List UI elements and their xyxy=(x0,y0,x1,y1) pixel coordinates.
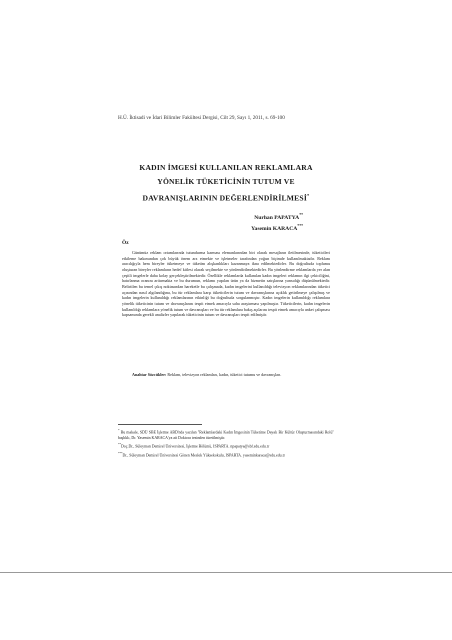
author-1 xyxy=(160,211,303,222)
author-2-mark: *** xyxy=(297,223,303,228)
title-footnote-mark: * xyxy=(307,193,310,198)
abstract-text: Günümüz reklam ortamlarında tutundurma karması elemanlarından biri olarak mesajların iletilmesinde, tüketicileri etkileme bakımından çok büyük önem arz etmekte ve işletmeler tarafından yoğun biçimde kullanılmaktadır. Reklam aracılığıyla hem bireyler tüketmeye ve tüketim alışkanlıkları kazanmaya ikna edilmektedirler. Bu doğrultuda toplumu oluşturan bireyler reklamların hedef kitlesi olarak seçilmekte ve yönlendirilmektedirler. Bu yönlendirme reklamlarda yer alan çeşitli imgelerle daha kolay gerçekleştirilmektedir. Özellikle reklamlarda kullanılan kadın imgeleri reklamın ilgi çekiciliğini, hatırlanma oranını arttırmakta ve bu durumun, reklamı yapılan ürün ya da hizmetin satışlarına yansıdığı düşünülmektedir. Belirtilen bu temel çıkış noktasından hareketle bu çalışmada, kadın imgelerini kullanıldığı televizyon reklamlarından tüketici açısından nasıl algılandığına, bu tür reklamlara karşı tüketicilerin tutum ve davranışlarına açıklık getirilmeye çalışılmış ve kadın imgelerin kullanıldığı reklamlarının etkinliği bu doğrultuda sorgulanmıştır. Kadın imgelerin kullanıldığı reklamlara yönelik tüketicinin tutum ve davranışlarını tespit etmek amacıyla saha araştırması yapılmıştır. Tüketicilerin, kadın imgelerin kullanıldığı reklamlara yönelik tutum ve davranışları ve bu tür reklamlara bakış açılarını tespit etmek amacıyla anket çalışması kapsamında gerekli analizler yapılarak tüketicinin tutum ve davranışları tespit edilmiştir. xyxy=(122,250,330,318)
footnote-3-mark: *** xyxy=(118,450,123,455)
author-1-name: Nurhan PAPATYA xyxy=(254,214,300,221)
author-2-name: Yasemin KARACA xyxy=(251,225,298,232)
keywords-label: Anahtar Sözcükler: xyxy=(132,372,167,377)
title-line-1: KADIN İMGESİ KULLANILAN REKLAMLARA xyxy=(139,163,313,172)
author-2 xyxy=(160,222,303,233)
journal-citation: H.Ü. İktisadi ve İdari Bilimler Fakültesi Dergisi, Cilt 29, Sayı 1, 2011, s. 69-100 xyxy=(118,115,285,121)
keywords-paragraph xyxy=(122,372,330,378)
footnote-1 xyxy=(118,428,334,441)
abstract-heading: Öz xyxy=(122,240,129,246)
footnotes xyxy=(118,428,334,460)
footnote-1-text: Bu makale, SDÜ SBE İşletme ABD'nda yazılan "Reklamlardaki Kadın İmgesinin Tüketime Dayalı Bir Kültür Oluşturmasındaki Rolü" başlıklı, Dr. Yasemin KARACA'ya ait Doktora tezinden türetilmiştir. xyxy=(118,430,334,440)
footnote-separator xyxy=(118,424,202,425)
article-title xyxy=(95,161,357,206)
author-1-mark: ** xyxy=(299,213,303,217)
author-list xyxy=(160,211,303,233)
footnote-2-text: Doç.Dr., Süleyman Demirel Üniversitesi, İşletme Bölümü, ISPARTA. npapatya@sbf.sdu.edu.tr xyxy=(121,444,270,449)
title-line-2: YÖNELİK TÜKETİCİNİN TUTUM VE xyxy=(157,177,295,186)
page-bottom-border xyxy=(0,572,452,573)
footnote-1-mark: * xyxy=(118,428,120,432)
title-line-3 xyxy=(95,189,357,206)
footnote-3 xyxy=(118,451,334,459)
footnote-2 xyxy=(118,442,334,450)
keywords-text: Reklam, televizyon reklamları, kadın, tüketici tutumu ve davranışları. xyxy=(167,372,282,377)
footnote-3-text: Dr., Süleyman Demirel Üniversitesi Gönen Meslek Yüksekokulu, ISPARTA. yaseminkaraca@sdu.edu.tr xyxy=(122,453,285,458)
footnote-2-mark: ** xyxy=(118,442,121,447)
title-line-3-text: DAVRANIŞLARININ DEĞERLENDİRİLMESİ xyxy=(142,193,308,203)
